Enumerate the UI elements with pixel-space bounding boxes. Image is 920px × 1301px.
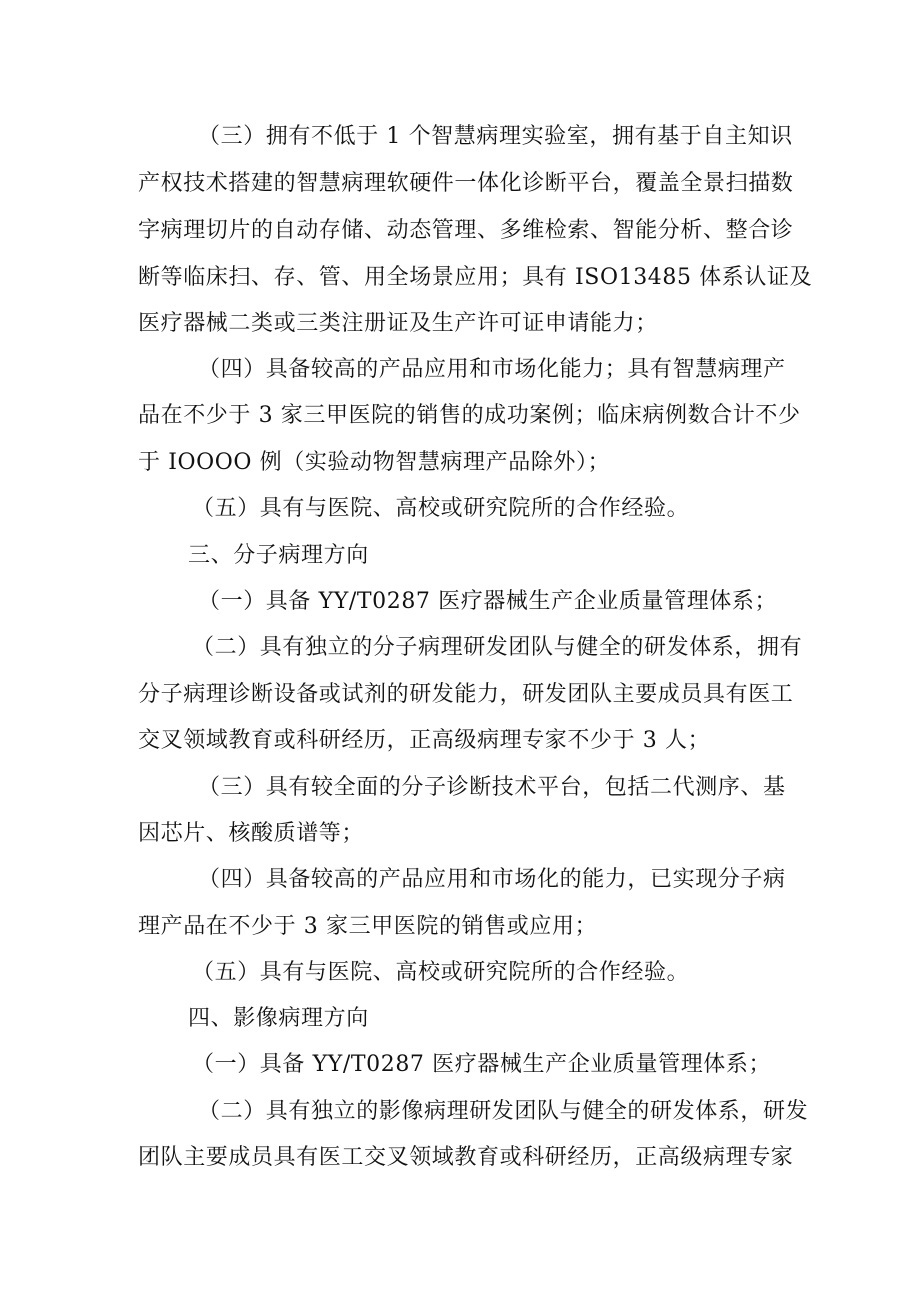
- section-heading: 四、影像病理方向: [188, 1006, 369, 1031]
- text-line: 品在不少于 3 家三甲医院的销售的成功案例；临床病例数合计不少: [138, 403, 801, 428]
- text-line: 产权技术搭建的智慧病理软硬件一体化诊断平台，覆盖全景扫描数: [138, 171, 794, 196]
- text-line: （四）具备较高的产品应用和市场化能力；具有智慧病理产: [198, 357, 786, 382]
- text-line: 字病理切片的自动存储、动态管理、多维检索、智能分析、整合诊: [138, 218, 794, 243]
- text-line: （五）具有与医院、高校或研究院所的合作经验。: [192, 496, 690, 521]
- text-line: （四）具备较高的产品应用和市场化的能力，已实现分子病: [198, 867, 786, 892]
- section-heading: 三、分子病理方向: [188, 543, 369, 568]
- text-line: 理产品在不少于 3 家三甲医院的销售或应用；: [138, 914, 598, 939]
- text-line: （二）具有独立的影像病理研发团队与健全的研发体系，研发: [198, 1099, 809, 1124]
- text-line: 因芯片、核酸质谱等；: [138, 821, 365, 846]
- text-line: 医疗器械二类或三类注册证及生产许可证申请能力；: [138, 311, 658, 336]
- text-line: 分子病理诊断设备或试剂的研发能力，研发团队主要成员具有医工: [138, 682, 794, 707]
- text-line: （五）具有与医院、高校或研究院所的合作经验。: [192, 960, 690, 985]
- text-line: （三）具有较全面的分子诊断技术平台，包括二代测序、基: [198, 775, 786, 800]
- text-line: 团队主要成员具有医工交叉领域教育或科研经历，正高级病理专家: [138, 1145, 794, 1170]
- text-line: （一）具备 YY/T0287 医疗器械生产企业质量管理体系；: [198, 589, 778, 614]
- text-line: （一）具备 YY/T0287 医疗器械生产企业质量管理体系；: [192, 1052, 772, 1077]
- text-line: 于 IOOOO 例（实验动物智慧病理产品除外）；: [138, 450, 611, 475]
- text-line: （二）具有独立的分子病理研发团队与健全的研发体系，拥有: [192, 635, 803, 660]
- text-line: （三）拥有不低于 1 个智慧病理实验室，拥有基于自主知识: [198, 124, 793, 149]
- text-line: 交叉领域教育或科研经历，正高级病理专家不少于 3 人；: [138, 728, 711, 753]
- text-line: 断等临床扫、存、管、用全场景应用；具有 ISO13485 体系认证及: [138, 265, 813, 290]
